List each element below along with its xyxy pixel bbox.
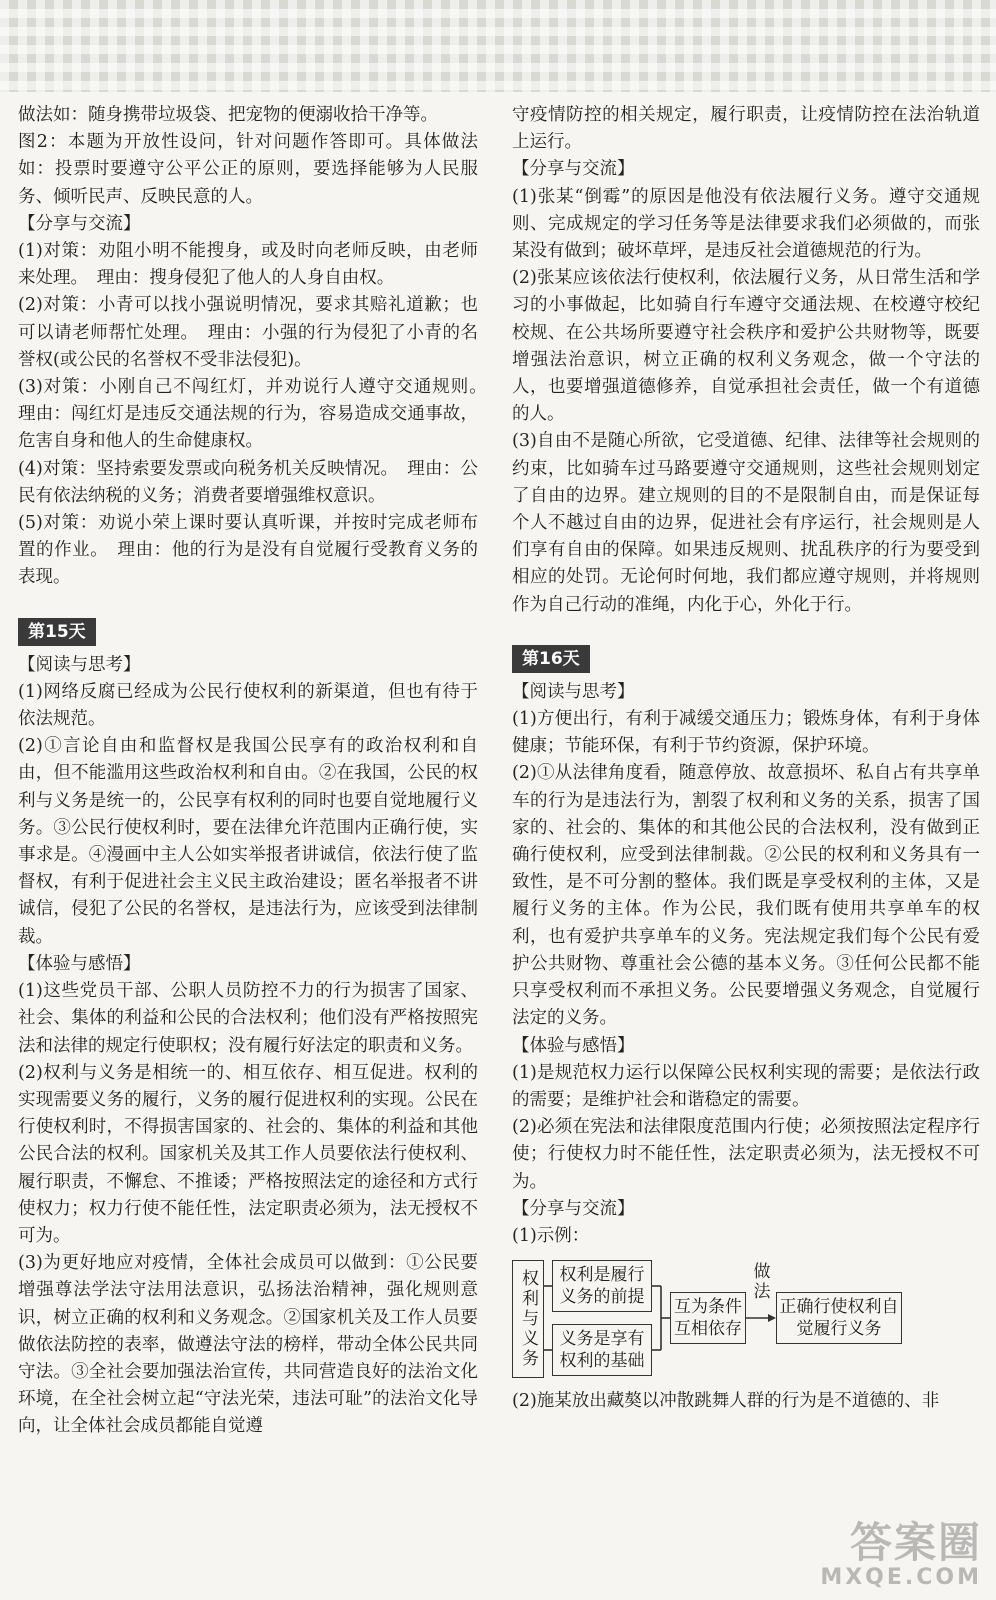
answer-item: (2)施某放出藏獒以冲散跳舞人群的行为是不道德的、非 — [512, 1391, 940, 1412]
section-heading: 【阅读与思考】 — [18, 654, 141, 675]
answer-item: (2)①言论自由和监督权是我国公民享有的政治权利和自由，但不能滥用这些政治权利和自由。②在我国，公民的权利与义务是统一的，公民享有权利的同时也要自觉地履行义务。③公民行使权利时，要在法律允许范围内正确行使，实事求是。④漫画中主人公如实举报者讲诚信，依法行使了监督权，有利于促进社会主义民主政治建设；匿名举报者不讲诚信，侵犯了公民的名誉权，是违法行为，应该受到法律制裁。 — [18, 736, 478, 947]
paragraph: 守疫情防控的相关规定，履行职责，让疫情防控在法治轨道上运行。 — [512, 105, 980, 153]
section-heading: 【分享与交流】 — [512, 159, 635, 180]
day-16-badge: 第16天 — [512, 645, 590, 673]
example-label: (1)示例： — [512, 1225, 590, 1246]
diagram-box-rights-duties: 权利与义务 — [512, 1260, 544, 1378]
answer-item: (2)对策：小青可以找小强说明情况，要求其赔礼道歉；也可以请老师帮忙处理。 理由：小强的行为侵犯了小青的名誉权(或公民的名誉权不受非法侵犯)。 — [18, 295, 478, 370]
answer-item: (2)必须在宪法和法律限度范围内行使；必须按照法定程序行使；行使权力时不能任性，法定职责必须为，法无授权不可为。 — [512, 1117, 980, 1192]
answer-item: (3)对策：小刚自己不闯红灯，并劝说行人遵守交通规则。 理由：闯红灯是违反交通法规的行为，容易造成交通事故，危害自身和他人的生命健康权。 — [18, 377, 496, 452]
answer-item: (1)网络反腐已经成为公民行使权利的新渠道，但也有待于依法规范。 — [18, 681, 478, 730]
diagram-box-interdependent: 互为条件互相依存 — [670, 1292, 746, 1344]
answer-item: (1)对策：劝阻小明不能搜身，或及时向老师反映，由老师来处理。 理由：搜身侵犯了他人的人身自由权。 — [18, 241, 478, 289]
answer-item: (2)①从法律角度看，随意停放、故意损坏、私自占有共享单车的行为是违法行为，割裂了权利和义务的关系，损害了国家的、社会的、集体的和其他公民的合法权利，没有做到正确行使权利，应受到法律制裁。②公民的权利和义务具有一致性，是不可分割的整体。我们既是享受权利的主体，又是履行义务的主体。作为公民，我们既有使用共享单车的权利，也有爱护共享单车的义务。宪法规定我们每个公民有爱护公共财物、尊重社会公德的基本义务。③任何公民都不能只享受权利而不承担义务。公民要增强义务观念，自觉履行法定的义务。 — [512, 763, 980, 1029]
answer-item: (2)权利与义务是相统一的、相互依存、相互促进。权利的实现需要义务的履行，义务的履行促进权利的实现。公民在行使权利时，不得损害国家的、社会的、集体的利益和其他公民合法的权利。国家机关及其工作人员要依法行使权利、履行职责，不懈怠、不推诿；严格按照法定的途径和方式行使权力；权力行使不能任性，法定职责必须为，法无授权不可为。 — [18, 1062, 478, 1246]
section-heading: 【分享与交流】 — [512, 1198, 635, 1219]
answer-item: (2)张某应该依法行使权利，依法履行义务，从日常生活和学习的小事做起，比如骑自行车遵守交通法规、在校遵守校纪校规、在公共场所要遵守社会秩序和爱护公共财物等，既要增强法治意识，树立正确的权利义务观念，做一个守法的人，也要增强道德修养，自觉承担社会责任，做一个有道德的人。 — [512, 268, 980, 425]
section-heading: 【分享与交流】 — [18, 213, 141, 234]
watermark-url: MXQE.COM — [820, 1565, 982, 1590]
answer-item: (3)自由不是随心所欲，它受道德、纪律、法律等社会规则的约束，比如骑车过马路要遵守交通规则，这些社会规则划定了自由的边界。建立规则的目的不是限制自由，而是保证每个人不越过自由的边界，促进社会有序运行，社会规则是人们享有自由的保障。如果违反规则、扰乱秩序的行为要受到相应的处罚。无论何时何地，我们都应遵守规则，并将规则作为自己行动的准绳，内化于心，外化于行。 — [512, 431, 980, 615]
answer-item: (3)为更好地应对疫情，全体社会成员可以做到：①公民要增强尊法学法守法用法意识，弘扬法治精神，强化规则意识，树立正确的权利和义务观念。②国家机关及工作人员要做依法防控的表率，做遵法守法的榜样，带动全体公民共同守法。③全社会要加强法治宣传，共同营造良好的法治文化环境，在全社会树立起“守法光荣，违法可耻”的法治文化导向，让全体社会成员都能自觉遵 — [18, 1253, 478, 1437]
diagram-box-duties-basis: 义务是享有权利的基础 — [552, 1324, 652, 1376]
answer-item: (4)对策：坚持索要发票或向税务机关反映情况。 理由：公民有依法纳税的义务；消费者要增强维权意识。 — [18, 458, 478, 506]
paragraph: 图2：本题为开放性设问，针对问题作答即可。具体做法如：投票时要遵守公平公正的原则，要选择能够为人民服务、倾听民声、反映民意的人。 — [18, 132, 478, 207]
diagram-arrow-label: 做法 — [753, 1262, 771, 1303]
watermark-logo-text: 答案圈 — [849, 1518, 982, 1567]
diagram-box-correct-practice: 正确行使权利自觉履行义务 — [776, 1292, 902, 1344]
right-column — [512, 102, 980, 1415]
paragraph: 做法如：随身携带垃圾袋、把宠物的便溺收拾干净等。 — [18, 105, 438, 125]
answer-item: (1)这些党员干部、公职人员防控不力的行为损害了国家、社会、集体的利益和公民的合法权利；他们没有严格按照宪法和法律的规定行使职权；没有履行好法定的职责和义务。 — [18, 981, 478, 1056]
section-heading: 【体验与感悟】 — [18, 953, 141, 974]
section-heading: 【体验与感悟】 — [512, 1035, 635, 1056]
site-watermark — [820, 1518, 982, 1590]
rights-duties-diagram — [512, 1256, 932, 1382]
diagram-box-rights-premise: 权利是履行义务的前提 — [552, 1260, 652, 1312]
left-column — [18, 102, 496, 1441]
answer-item: (1)方便出行，有利于减缓交通压力；锻炼身体，有利于身体健康；节能环保，有利于节约资源，保护环境。 — [512, 709, 980, 757]
answer-item: (1)是规范权力运行以保障公民权利实现的需要；是依法行政的需要；是维护社会和谐稳定的需要。 — [512, 1062, 980, 1110]
day-15-badge: 第15天 — [18, 618, 96, 646]
answer-item: (5)对策：劝说小荣上课时要认真听课，并按时完成老师布置的作业。 理由：他的行为是没有自觉履行受教育义务的表现。 — [18, 513, 478, 588]
answer-item: (1)张某“倒霉”的原因是他没有依法履行义务。遵守交通规则、完成规定的学习任务等是法律要求我们必须做的，而张某没有做到；破坏草坪，是违反社会道德规范的行为。 — [512, 186, 980, 262]
section-heading: 【阅读与思考】 — [512, 681, 635, 702]
header-pattern — [0, 0, 996, 92]
